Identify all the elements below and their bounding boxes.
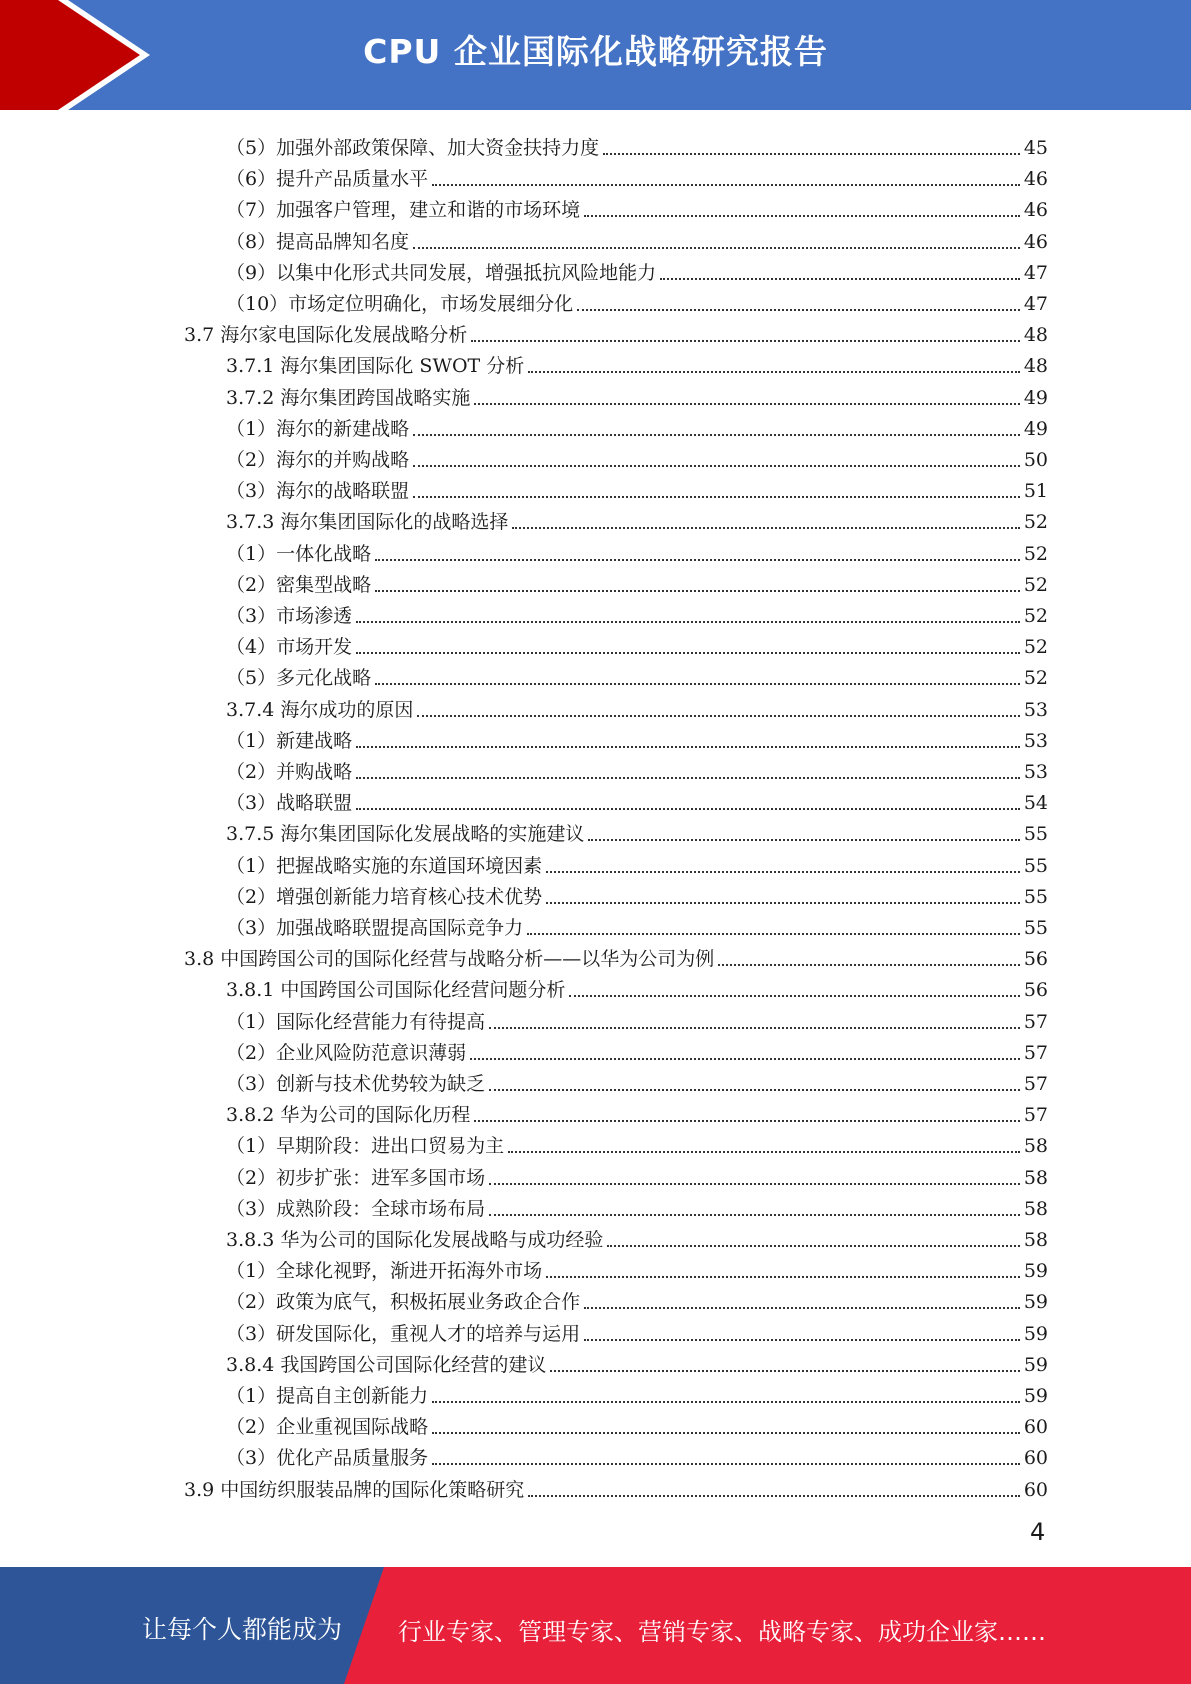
toc-entry-page: 48 <box>1023 324 1048 346</box>
toc-entry-page: 50 <box>1023 449 1048 471</box>
toc-entry-page: 53 <box>1023 761 1048 783</box>
toc-entry-page: 48 <box>1023 355 1048 377</box>
toc-dot-leader <box>489 1183 1020 1185</box>
toc-entry-page: 46 <box>1023 199 1048 221</box>
toc-entry[interactable] <box>226 846 1048 877</box>
toc-entry-page: 59 <box>1023 1354 1048 1376</box>
toc-entry[interactable] <box>226 1345 1048 1376</box>
toc-entry[interactable] <box>226 721 1048 752</box>
toc-entry[interactable] <box>226 222 1048 253</box>
toc-entry-page: 45 <box>1023 137 1048 159</box>
toc-entry-page: 49 <box>1023 418 1048 440</box>
toc-entry[interactable] <box>226 1095 1048 1126</box>
toc-entry-page: 58 <box>1023 1198 1048 1220</box>
toc-entry-title: （1）全球化视野，渐进开拓海外市场 <box>226 1260 543 1282</box>
toc-entry-page: 46 <box>1023 168 1048 190</box>
toc-entry-page: 57 <box>1023 1011 1048 1033</box>
toc-entry-title: （5）多元化战略 <box>226 667 372 689</box>
toc-dot-leader <box>528 371 1020 373</box>
toc-entry-page: 46 <box>1023 231 1048 253</box>
toc-entry-page: 55 <box>1023 823 1048 845</box>
toc-entry[interactable] <box>226 877 1048 908</box>
toc-entry[interactable] <box>226 970 1048 1001</box>
toc-entry[interactable] <box>226 409 1048 440</box>
toc-entry-title: 3.7.1 海尔集团国际化 SWOT 分析 <box>226 355 525 377</box>
toc-dot-leader <box>356 777 1020 779</box>
footer-slogan-right: 行业专家、管理专家、营销专家、战略专家、成功企业家…… <box>398 1618 1046 1646</box>
toc-entry[interactable] <box>226 378 1048 409</box>
toc-entry[interactable] <box>226 814 1048 845</box>
toc-entry-title: 3.8.2 华为公司的国际化历程 <box>226 1104 471 1126</box>
toc-entry[interactable] <box>226 1282 1048 1313</box>
footer-slogan-left: 让每个人都能成为 <box>142 1615 343 1644</box>
toc-entry-page: 59 <box>1023 1323 1048 1345</box>
toc-entry[interactable] <box>226 190 1048 221</box>
toc-entry-title: （3）市场渗透 <box>226 605 353 627</box>
toc-dot-leader <box>546 902 1020 904</box>
toc-entry[interactable] <box>226 502 1048 533</box>
toc-dot-leader <box>356 652 1020 654</box>
toc-entry-title: （3）加强战略联盟提高国际竞争力 <box>226 917 524 939</box>
toc-entry-title: 3.8 中国跨国公司的国际化经营与战略分析——以华为公司为例 <box>184 948 715 970</box>
toc-entry-title: （8）提高品牌知名度 <box>226 231 410 253</box>
toc-entry-page: 52 <box>1023 511 1048 533</box>
toc-dot-leader <box>527 933 1020 935</box>
toc-entry-title: （1）一体化战略 <box>226 543 372 565</box>
toc-dot-leader <box>474 403 1019 405</box>
toc-entry-title: 3.8.1 中国跨国公司国际化经营问题分析 <box>226 979 566 1001</box>
toc-dot-leader <box>375 590 1020 592</box>
toc-entry[interactable] <box>226 1002 1048 1033</box>
toc-entry[interactable] <box>184 315 1048 346</box>
toc-dot-leader <box>356 621 1020 623</box>
toc-entry-page: 52 <box>1023 636 1048 658</box>
toc-entry[interactable] <box>184 939 1048 970</box>
toc-entry[interactable] <box>226 1314 1048 1345</box>
toc-entry-page: 53 <box>1023 699 1048 721</box>
toc-dot-leader <box>546 1276 1020 1278</box>
toc-dot-leader <box>356 808 1020 810</box>
toc-entry[interactable] <box>226 627 1048 658</box>
toc-entry[interactable] <box>226 1189 1048 1220</box>
document-title: CPU 企业国际化战略研究报告 <box>363 32 828 71</box>
toc-entry-title: 3.8.4 我国跨国公司国际化经营的建议 <box>226 1354 547 1376</box>
toc-entry-title: （2）增强创新能力培育核心技术优势 <box>226 886 543 908</box>
toc-entry-title: 3.7.4 海尔成功的原因 <box>226 699 414 721</box>
toc-entry-page: 56 <box>1023 979 1048 1001</box>
toc-entry-page: 55 <box>1023 886 1048 908</box>
toc-entry-title: （4）市场开发 <box>226 636 353 658</box>
toc-entry[interactable] <box>226 1064 1048 1095</box>
toc-dot-leader <box>432 184 1020 186</box>
toc-dot-leader <box>508 1151 1020 1153</box>
toc-entry-page: 52 <box>1023 667 1048 689</box>
toc-entry[interactable] <box>226 908 1048 939</box>
toc-entry-page: 59 <box>1023 1260 1048 1282</box>
page-header <box>0 0 1191 110</box>
toc-entry-page: 55 <box>1023 917 1048 939</box>
toc-entry-page: 54 <box>1023 792 1048 814</box>
toc-entry-title: （3）创新与技术优势较为缺乏 <box>226 1073 486 1095</box>
toc-entry-page: 53 <box>1023 730 1048 752</box>
toc-entry-page: 47 <box>1023 293 1048 315</box>
toc-entry[interactable] <box>226 690 1048 721</box>
toc-entry-page: 60 <box>1023 1479 1048 1501</box>
toc-entry-page: 51 <box>1023 480 1048 502</box>
toc-entry-title: （1）国际化经营能力有待提高 <box>226 1011 486 1033</box>
toc-entry-title: （2）政策为底气，积极拓展业务政企合作 <box>226 1291 581 1313</box>
toc-entry-title: （1）早期阶段：进出口贸易为主 <box>226 1135 505 1157</box>
toc-entry[interactable] <box>226 1376 1048 1407</box>
toc-entry-title: （3）战略联盟 <box>226 792 353 814</box>
toc-entry[interactable] <box>226 284 1048 315</box>
toc-entry[interactable] <box>226 1126 1048 1157</box>
toc-dot-leader <box>413 465 1020 467</box>
toc-dot-leader <box>607 1245 1019 1247</box>
toc-entry-page: 58 <box>1023 1229 1048 1251</box>
toc-dot-leader <box>588 839 1019 841</box>
toc-dot-leader <box>375 683 1020 685</box>
toc-dot-leader <box>471 340 1020 342</box>
toc-entry-page: 60 <box>1023 1416 1048 1438</box>
toc-entry[interactable] <box>226 1407 1048 1438</box>
toc-dot-leader <box>718 964 1020 966</box>
toc-entry-title: （3）研发国际化，重视人才的培养与运用 <box>226 1323 581 1345</box>
toc-entry-page: 52 <box>1023 605 1048 627</box>
toc-entry-title: （2）密集型战略 <box>226 574 372 596</box>
toc-entry-title: 3.7.3 海尔集团国际化的战略选择 <box>226 511 509 533</box>
toc-entry-title: （2）企业重视国际战略 <box>226 1416 429 1438</box>
toc-entry-title: 3.7.2 海尔集团跨国战略实施 <box>226 387 471 409</box>
toc-entry[interactable] <box>226 1251 1048 1282</box>
toc-dot-leader <box>489 1027 1020 1029</box>
toc-entry-page: 58 <box>1023 1135 1048 1157</box>
toc-entry-page: 56 <box>1023 948 1048 970</box>
toc-entry-page: 57 <box>1023 1073 1048 1095</box>
toc-entry[interactable] <box>226 1033 1048 1064</box>
toc-entry-title: （7）加强客户管理，建立和谐的市场环境 <box>226 199 581 221</box>
toc-entry-page: 52 <box>1023 574 1048 596</box>
toc-entry[interactable] <box>226 159 1048 190</box>
toc-entry[interactable] <box>226 440 1048 471</box>
toc-entry-page: 47 <box>1023 262 1048 284</box>
toc-dot-leader <box>584 215 1020 217</box>
toc-dot-leader <box>528 1495 1020 1497</box>
toc-dot-leader <box>512 527 1019 529</box>
toc-entry[interactable] <box>184 1470 1048 1501</box>
toc-entry-title: （2）海尔的并购战略 <box>226 449 410 471</box>
page-footer <box>0 1567 1191 1684</box>
toc-entry-page: 59 <box>1023 1291 1048 1313</box>
toc-entry[interactable] <box>226 1438 1048 1469</box>
toc-dot-leader <box>413 247 1020 249</box>
toc-entry-title: （6）提升产品质量水平 <box>226 168 429 190</box>
toc-entry-title: （10）市场定位明确化，市场发展细分化 <box>226 293 574 315</box>
toc-entry[interactable] <box>226 471 1048 502</box>
toc-dot-leader <box>489 1214 1020 1216</box>
toc-entry[interactable] <box>226 658 1048 689</box>
toc-entry-page: 57 <box>1023 1104 1048 1126</box>
toc-entry-title: （5）加强外部政策保障、加大资金扶持力度 <box>226 137 600 159</box>
toc-entry-title: 3.9 中国纺织服装品牌的国际化策略研究 <box>184 1479 525 1501</box>
toc-dot-leader <box>489 1089 1020 1091</box>
toc-dot-leader <box>432 1432 1020 1434</box>
toc-entry-title: （3）海尔的战略联盟 <box>226 480 410 502</box>
toc-entry[interactable] <box>226 783 1048 814</box>
toc-entry-title: （9）以集中化形式共同发展，增强抵抗风险地能力 <box>226 262 657 284</box>
toc-dot-leader <box>603 153 1020 155</box>
toc-entry[interactable] <box>226 752 1048 783</box>
toc-entry-page: 59 <box>1023 1385 1048 1407</box>
toc-entry-title: （1）新建战略 <box>226 730 353 752</box>
toc-entry[interactable] <box>226 346 1048 377</box>
toc-dot-leader <box>546 871 1020 873</box>
toc-dot-leader <box>413 496 1020 498</box>
toc-entry-page: 52 <box>1023 543 1048 565</box>
toc-entry[interactable] <box>226 1158 1048 1189</box>
toc-dot-leader <box>375 559 1020 561</box>
toc-entry-title: （1）提高自主创新能力 <box>226 1385 429 1407</box>
toc-entry[interactable] <box>226 1220 1048 1251</box>
page-number: 4 <box>1030 1518 1046 1546</box>
toc-entry-title: 3.8.3 华为公司的国际化发展战略与成功经验 <box>226 1229 604 1251</box>
toc-entry[interactable] <box>226 565 1048 596</box>
toc-entry-title: （2）初步扩张：进军多国市场 <box>226 1167 486 1189</box>
toc-entry-title: 3.7 海尔家电国际化发展战略分析 <box>184 324 468 346</box>
toc-entry-page: 60 <box>1023 1447 1048 1469</box>
toc-dot-leader <box>577 309 1020 311</box>
toc-dot-leader <box>432 1463 1020 1465</box>
toc-entry-title: （2）并购战略 <box>226 761 353 783</box>
toc-entry-title: （1）把握战略实施的东道国环境因素 <box>226 855 543 877</box>
toc-dot-leader <box>584 1307 1020 1309</box>
toc-entry-title: （1）海尔的新建战略 <box>226 418 410 440</box>
toc-entry-page: 58 <box>1023 1167 1048 1189</box>
toc-entry-title: 3.7.5 海尔集团国际化发展战略的实施建议 <box>226 823 585 845</box>
toc-entry-title: （3）优化产品质量服务 <box>226 1447 429 1469</box>
toc-dot-leader <box>569 995 1019 997</box>
toc-entry-page: 49 <box>1023 387 1048 409</box>
toc-entry-title: （3）成熟阶段：全球市场布局 <box>226 1198 486 1220</box>
toc-dot-leader <box>550 1370 1019 1372</box>
toc-dot-leader <box>660 278 1020 280</box>
toc-entry[interactable] <box>226 534 1048 565</box>
toc-entry[interactable] <box>226 596 1048 627</box>
toc-entry[interactable] <box>226 128 1048 159</box>
toc-dot-leader <box>356 746 1020 748</box>
toc-entry-title: （2）企业风险防范意识薄弱 <box>226 1042 467 1064</box>
toc-dot-leader <box>584 1339 1020 1341</box>
toc-dot-leader <box>474 1120 1019 1122</box>
toc-dot-leader <box>417 715 1019 717</box>
toc-entry-page: 55 <box>1023 855 1048 877</box>
toc-entry-page: 57 <box>1023 1042 1048 1064</box>
toc-dot-leader <box>432 1401 1020 1403</box>
toc-dot-leader <box>470 1058 1020 1060</box>
toc-dot-leader <box>413 434 1020 436</box>
toc-entry[interactable] <box>226 253 1048 284</box>
